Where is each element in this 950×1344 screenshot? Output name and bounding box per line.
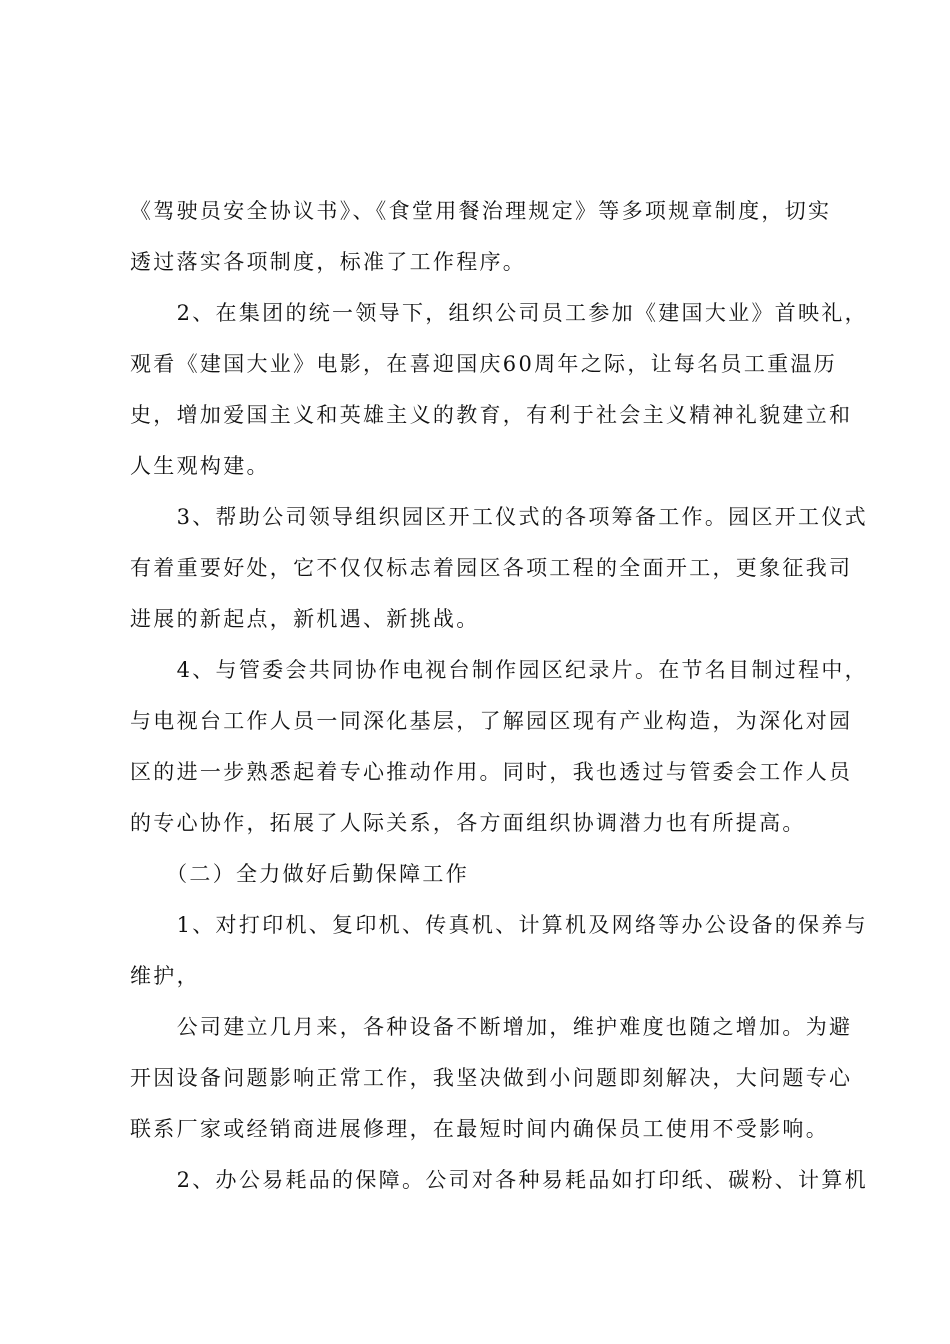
section-heading-logistics [130, 849, 830, 900]
text-line: 2、办公易耗品的保障。公司对各种易耗品如打印纸、碳粉、计算机 [130, 1168, 868, 1192]
text-line: （二）全力做好后勤保障工作 [130, 862, 469, 886]
text-line: 3、帮助公司领导组织园区开工仪式的各项筹备工作。园区开工仪式 [130, 505, 868, 529]
paragraph-item-2-premiere [130, 288, 868, 492]
text-line: 1、对打印机、复印机、传真机、计算机及网络等办公设备的保养与 [130, 913, 868, 937]
text-line: 有着重要好处，它不仅仅标志着园区各项工程的全面开工，更象征我司 [130, 556, 853, 580]
paragraph-regulations-continued [130, 186, 830, 288]
text-line: 4、与管委会共同协作电视台制作园区纪录片。在节名目制过程中， [130, 658, 868, 682]
text-line: 进展的新起点，新机遇、新挑战。 [130, 607, 480, 631]
paragraph-item-1-equipment [130, 900, 868, 1002]
text-line: 2、在集团的统一领导下，组织公司员工参加《建国大业》首映礼， [130, 301, 868, 325]
paragraph-item-3-ceremony [130, 492, 868, 645]
text-line: 史，增加爱国主义和英雄主义的教育，有利于社会主义精神礼貌建立和 [130, 403, 853, 427]
text-line: 的专心协作，拓展了人际关系，各方面组织协调潜力也有所提高。 [130, 811, 806, 835]
text-line: 公司建立几月来，各种设备不断增加，维护难度也随之增加。为避 [130, 1015, 853, 1039]
document-body [130, 186, 868, 1206]
text-line: 透过落实各项制度，标准了工作程序。 [130, 250, 527, 274]
text-line: 维护， [130, 964, 200, 988]
text-line: 区的进一步熟悉起着专心推动作用。同时，我也透过与管委会工作人员 [130, 760, 853, 784]
paragraph-item-2-consumables [130, 1155, 868, 1206]
text-line: 联系厂家或经销商进展修理，在最短时间内确保员工使用不受影响。 [130, 1117, 829, 1141]
text-line: 观看《建国大业》电影，在喜迎国庆60周年之际，让每名员工重温历 [130, 352, 838, 376]
text-line: 与电视台工作人员一同深化基层，了解园区现有产业构造，为深化对园 [130, 709, 853, 733]
text-line: 《驾驶员安全协议书》、《食堂用餐治理规定》等多项规章制度，切实 [130, 199, 832, 223]
text-line: 人生观构建。 [130, 454, 270, 478]
paragraph-equipment-maintenance [130, 1002, 853, 1155]
text-line: 开因设备问题影响正常工作，我坚决做到小问题即刻解决，大问题专心 [130, 1066, 853, 1090]
paragraph-item-4-documentary [130, 645, 868, 849]
